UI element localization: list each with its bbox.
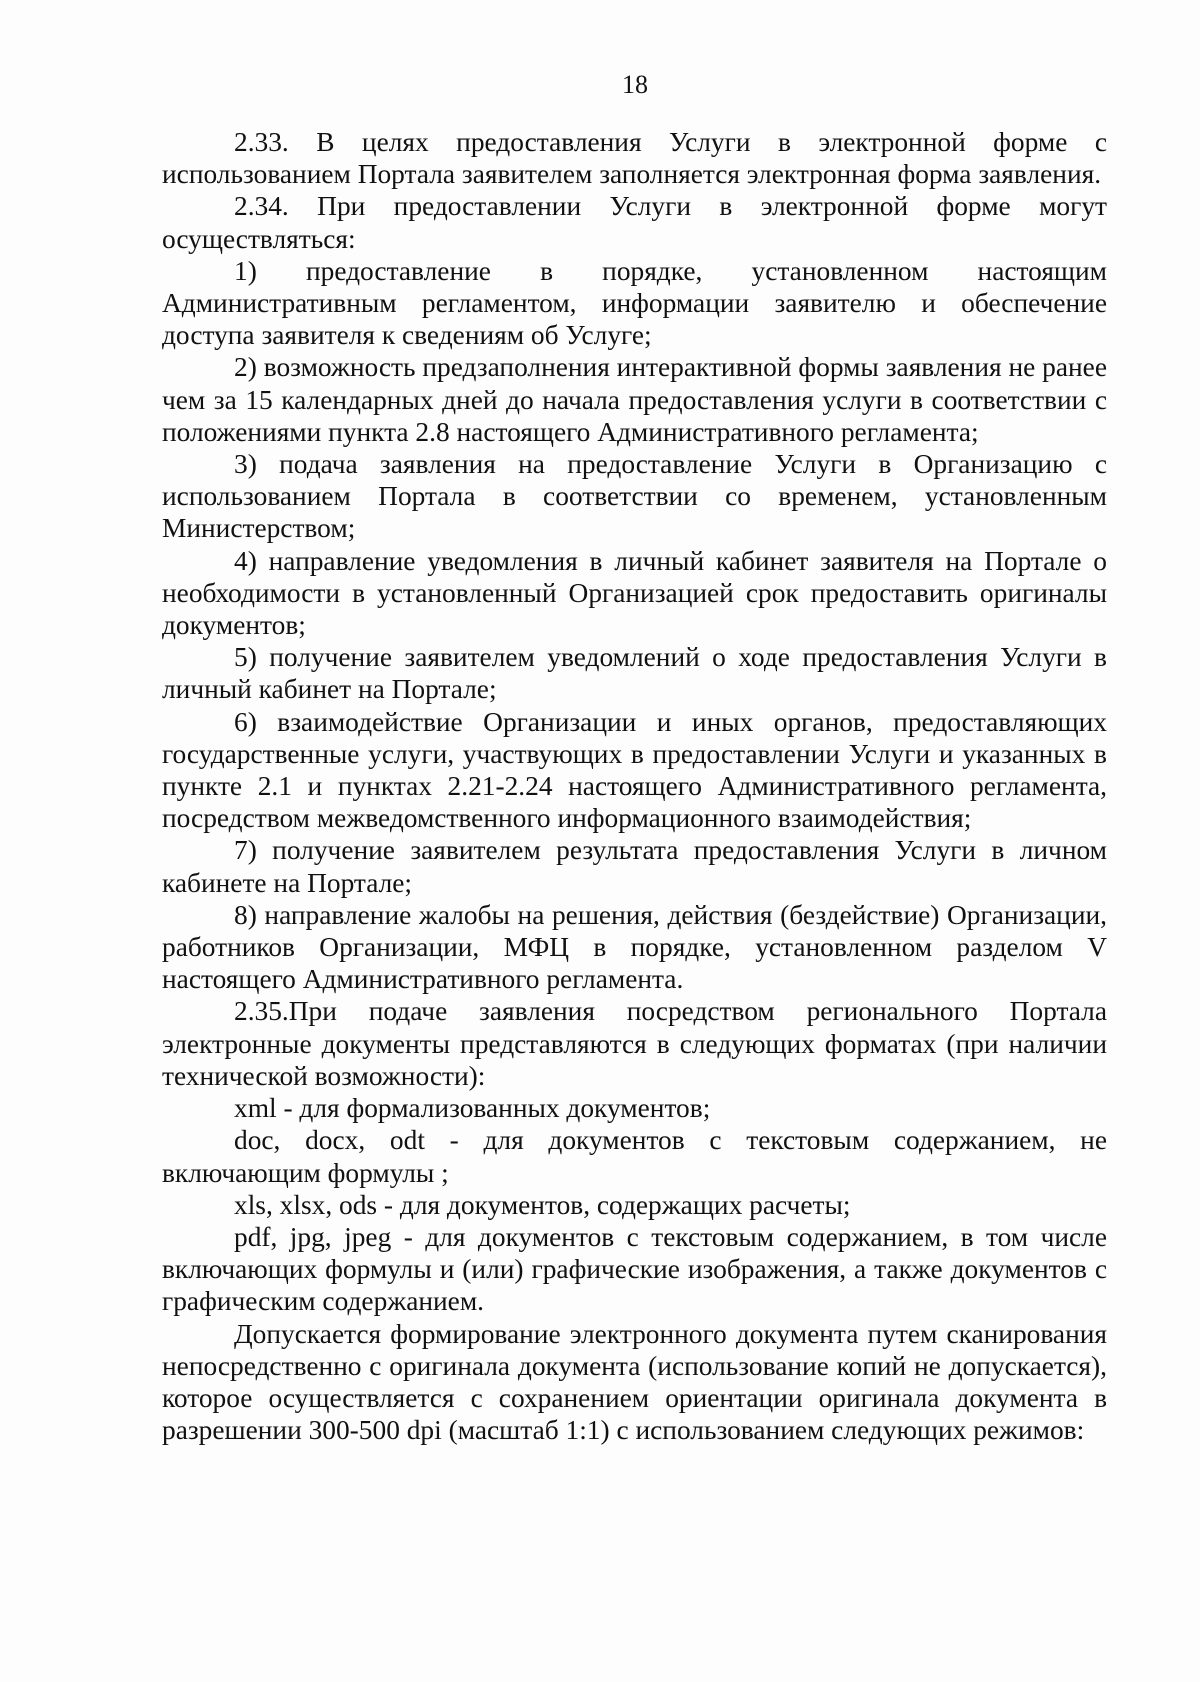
list-item-5: 5) получение заявителем уведомлений о ходе предоставления Услуги в личный кабинет на Портале; xyxy=(162,642,1107,705)
paragraph-2-34: 2.34. При предоставлении Услуги в электронной форме могут осуществляться: xyxy=(162,191,1107,254)
scanning-paragraph: Допускается формирование электронного документа путем сканирования непосредственно с оригинала документа (использование копий не допускается), которое осуществляется с сохранением ориентации оригинала документа в разрешении 300-500 dpi (масштаб 1:1) с использованием следующих режимов: xyxy=(162,1318,1107,1446)
format-pdf: pdf, jpg, jpeg - для документов с текстовым содержанием, в том числе включающих формулы и (или) графические изображения, а также документов с графическим содержанием. xyxy=(162,1221,1107,1317)
list-item-3: 3) подача заявления на предоставление Услуги в Организацию с использованием Портала в соответствии со временем, установленным Министерством; xyxy=(162,449,1107,544)
list-item-4: 4) направление уведомления в личный кабинет заявителя на Портале о необходимости в установленный Организацией срок предоставить оригиналы документов; xyxy=(162,545,1107,641)
list-item-1: 1) предоставление в порядке, установленном настоящим Административным регламентом, информации заявителю и обеспечение доступа заявителя к сведениям об Услуге; xyxy=(162,255,1107,351)
format-xls: xls, xlsx, ods - для документов, содержащих расчеты; xyxy=(234,1189,851,1220)
format-xml: xml - для формализованных документов; xyxy=(234,1093,711,1124)
format-doc: doc, docx, odt - для документов с текстовым содержанием, не включающим формулы ; xyxy=(162,1125,1107,1188)
list-item-7: 7) получение заявителем результата предоставления Услуги в личном кабинете на Портале; xyxy=(162,835,1107,898)
document-body xyxy=(162,126,1107,1446)
paragraph-2-33: 2.33. В целях предоставления Услуги в электронной форме с использованием Портала заявителем заполняется электронная форма заявления. xyxy=(162,127,1107,190)
list-item-8: 8) направление жалобы на решения, действия (бездействие) Организации, работников Организации, МФЦ в порядке, установленном разделом V настоящего Административного регламента. xyxy=(162,899,1107,995)
list-item-2: 2) возможность предзаполнения интерактивной формы заявления не ранее чем за 15 календарных дней до начала предоставления услуги в соответствии с положениями пункта 2.8 настоящего Административного регламента; xyxy=(162,352,1107,447)
page-number: 18 xyxy=(622,70,648,99)
list-item-6: 6) взаимодействие Организации и иных органов, предоставляющих государственные услуги, участвующих в предоставлении Услуги и указанных в пункте 2.1 и пунктах 2.21-2.24 настоящего Административного регламента, посредством межведомственного информационного взаимодействия; xyxy=(162,706,1107,834)
paragraph-2-35: 2.35.При подаче заявления посредством регионального Портала электронные документы представляются в следующих форматах (при наличии технической возможности): xyxy=(162,996,1107,1091)
